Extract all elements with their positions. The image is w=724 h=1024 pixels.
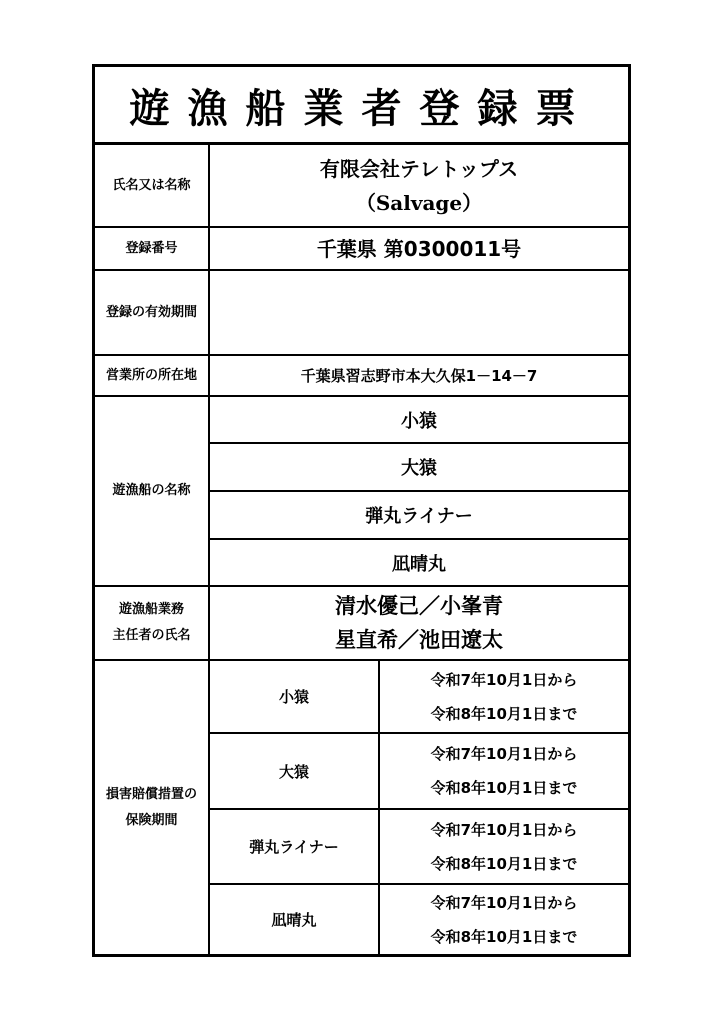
insurance-from: 令和7年10月1日から [430,745,578,763]
insurance-from: 令和7年10月1日から [430,670,578,689]
boat-name: 凪晴丸 [392,553,446,575]
insurance-boat: 大猿 [278,762,309,781]
insurance-to: 令和8年10月1日まで [430,704,578,723]
insurance-boat: 凪晴丸 [271,911,317,929]
insurance-period [380,734,628,808]
boat-name: 大猿 [401,458,437,479]
insurance-period [380,810,628,883]
validity-label: 登録の有効期間 [105,304,197,320]
boat-name: 小猿 [401,410,437,432]
manager-names-line2: 星直希／池田遼太 [335,628,503,652]
insurance-to: 令和8年10月1日まで [430,927,578,946]
boats-label: 遊漁船の名称 [112,483,191,498]
manager-label-line1: 遊漁船業務 [118,602,184,617]
reg-no-label: 登録番号 [125,240,178,256]
insurance-period [380,885,628,954]
insurance-label-line1: 損害賠償措置の [105,786,197,802]
name-value [210,145,628,226]
registration-form [92,64,631,957]
insurance-to: 令和8年10月1日まで [430,854,578,873]
name-label: 氏名又は名称 [112,177,191,193]
insurance-period [380,661,628,732]
manager-label [95,587,208,659]
validity-value [210,271,628,354]
insurance-label [95,661,208,954]
office-label: 営業所の所在地 [105,367,197,383]
company-alias: （Salvage） [355,190,483,215]
insurance-boat: 小猿 [278,688,309,706]
manager-label-line2: 主任者の氏名 [112,628,191,643]
insurance-to: 令和8年10月1日まで [430,779,578,797]
boat-name: 弾丸ライナー [365,506,473,527]
reg-no-value: 千葉県 第0300011号 [316,236,522,261]
insurance-boat: 弾丸ライナー [249,838,339,856]
company-name: 有限会社テレトップス [319,156,519,181]
insurance-label-line2: 保険期間 [125,812,178,828]
office-value: 千葉県習志野市本大久保1－14－7 [300,367,538,385]
insurance-from: 令和7年10月1日から [430,893,578,912]
manager-names-line1: 清水優己／小峯青 [335,594,503,618]
manager-names [210,587,628,659]
insurance-from: 令和7年10月1日から [430,820,578,839]
form-title: 遊漁船業者登録票 [129,84,594,132]
